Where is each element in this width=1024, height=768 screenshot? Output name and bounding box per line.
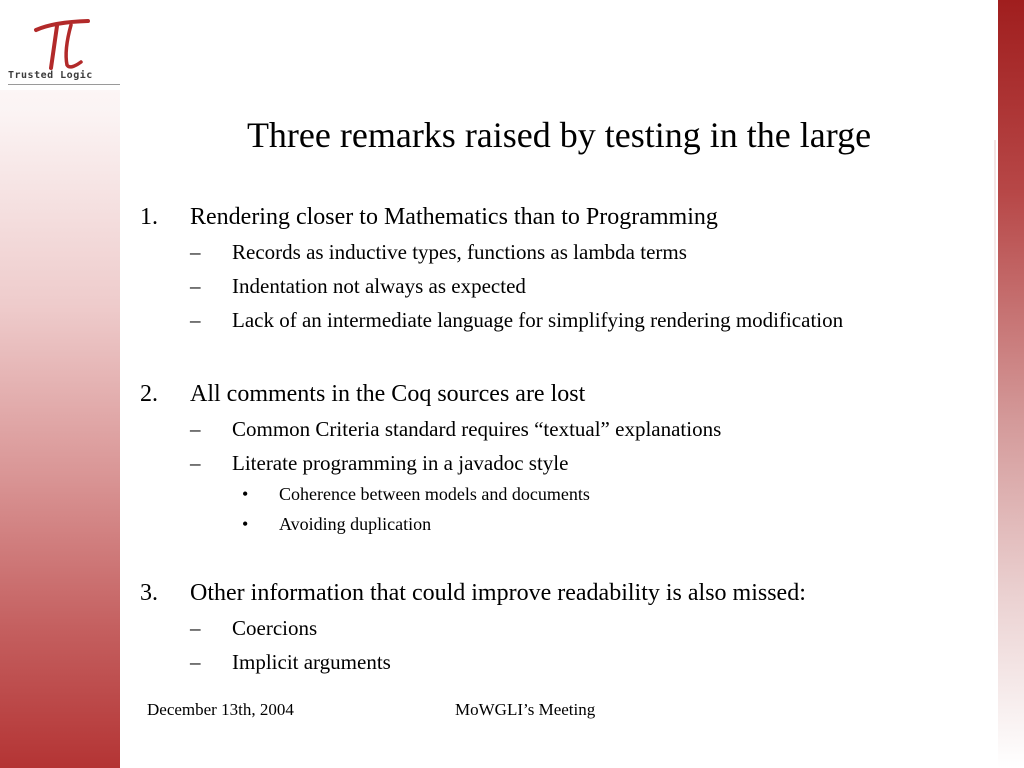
logo-divider xyxy=(8,84,120,85)
left-gradient-band xyxy=(0,0,120,768)
sub-list-item: Coercions xyxy=(232,616,318,640)
bullet-marker: • xyxy=(242,484,249,504)
sub-item-marker: – xyxy=(190,650,201,674)
list-item: Rendering closer to Mathematics than to Programming xyxy=(190,204,718,230)
item-number: 3. xyxy=(140,580,158,606)
sub-item-marker: – xyxy=(190,451,201,475)
right-edge-line xyxy=(994,140,996,660)
nested-list-item: Coherence between models and documents xyxy=(279,484,590,504)
logo xyxy=(0,0,120,90)
item-number: 2. xyxy=(140,381,158,407)
footer-event: MoWGLI’s Meeting xyxy=(455,700,596,719)
sub-item-marker: – xyxy=(190,417,201,441)
sub-item-marker: – xyxy=(190,616,201,640)
sub-list-item: Lack of an intermediate language for simplifying rendering modification xyxy=(232,308,844,332)
sub-list-item: Common Criteria standard requires “textual” explanations xyxy=(232,417,722,441)
trusted-logic-logo-icon xyxy=(30,18,100,70)
sub-item-marker: – xyxy=(190,274,201,298)
footer-date: December 13th, 2004 xyxy=(147,700,294,719)
right-gradient-band xyxy=(998,0,1024,768)
sub-list-item: Literate programming in a javadoc style xyxy=(232,451,569,475)
nested-list-item: Avoiding duplication xyxy=(279,514,432,534)
logo-text: Trusted Logic xyxy=(8,70,93,81)
bullet-marker: • xyxy=(242,514,249,534)
sub-item-marker: – xyxy=(190,308,201,332)
sub-item-marker: – xyxy=(190,240,201,264)
sub-list-item: Indentation not always as expected xyxy=(232,274,526,298)
list-item: All comments in the Coq sources are lost xyxy=(190,381,586,407)
sub-list-item: Records as inductive types, functions as lambda terms xyxy=(232,240,687,264)
list-item: Other information that could improve readability is also missed: xyxy=(190,580,806,606)
slide-title: Three remarks raised by testing in the large xyxy=(246,115,872,155)
sub-list-item: Implicit arguments xyxy=(232,650,391,674)
item-number: 1. xyxy=(140,204,158,230)
